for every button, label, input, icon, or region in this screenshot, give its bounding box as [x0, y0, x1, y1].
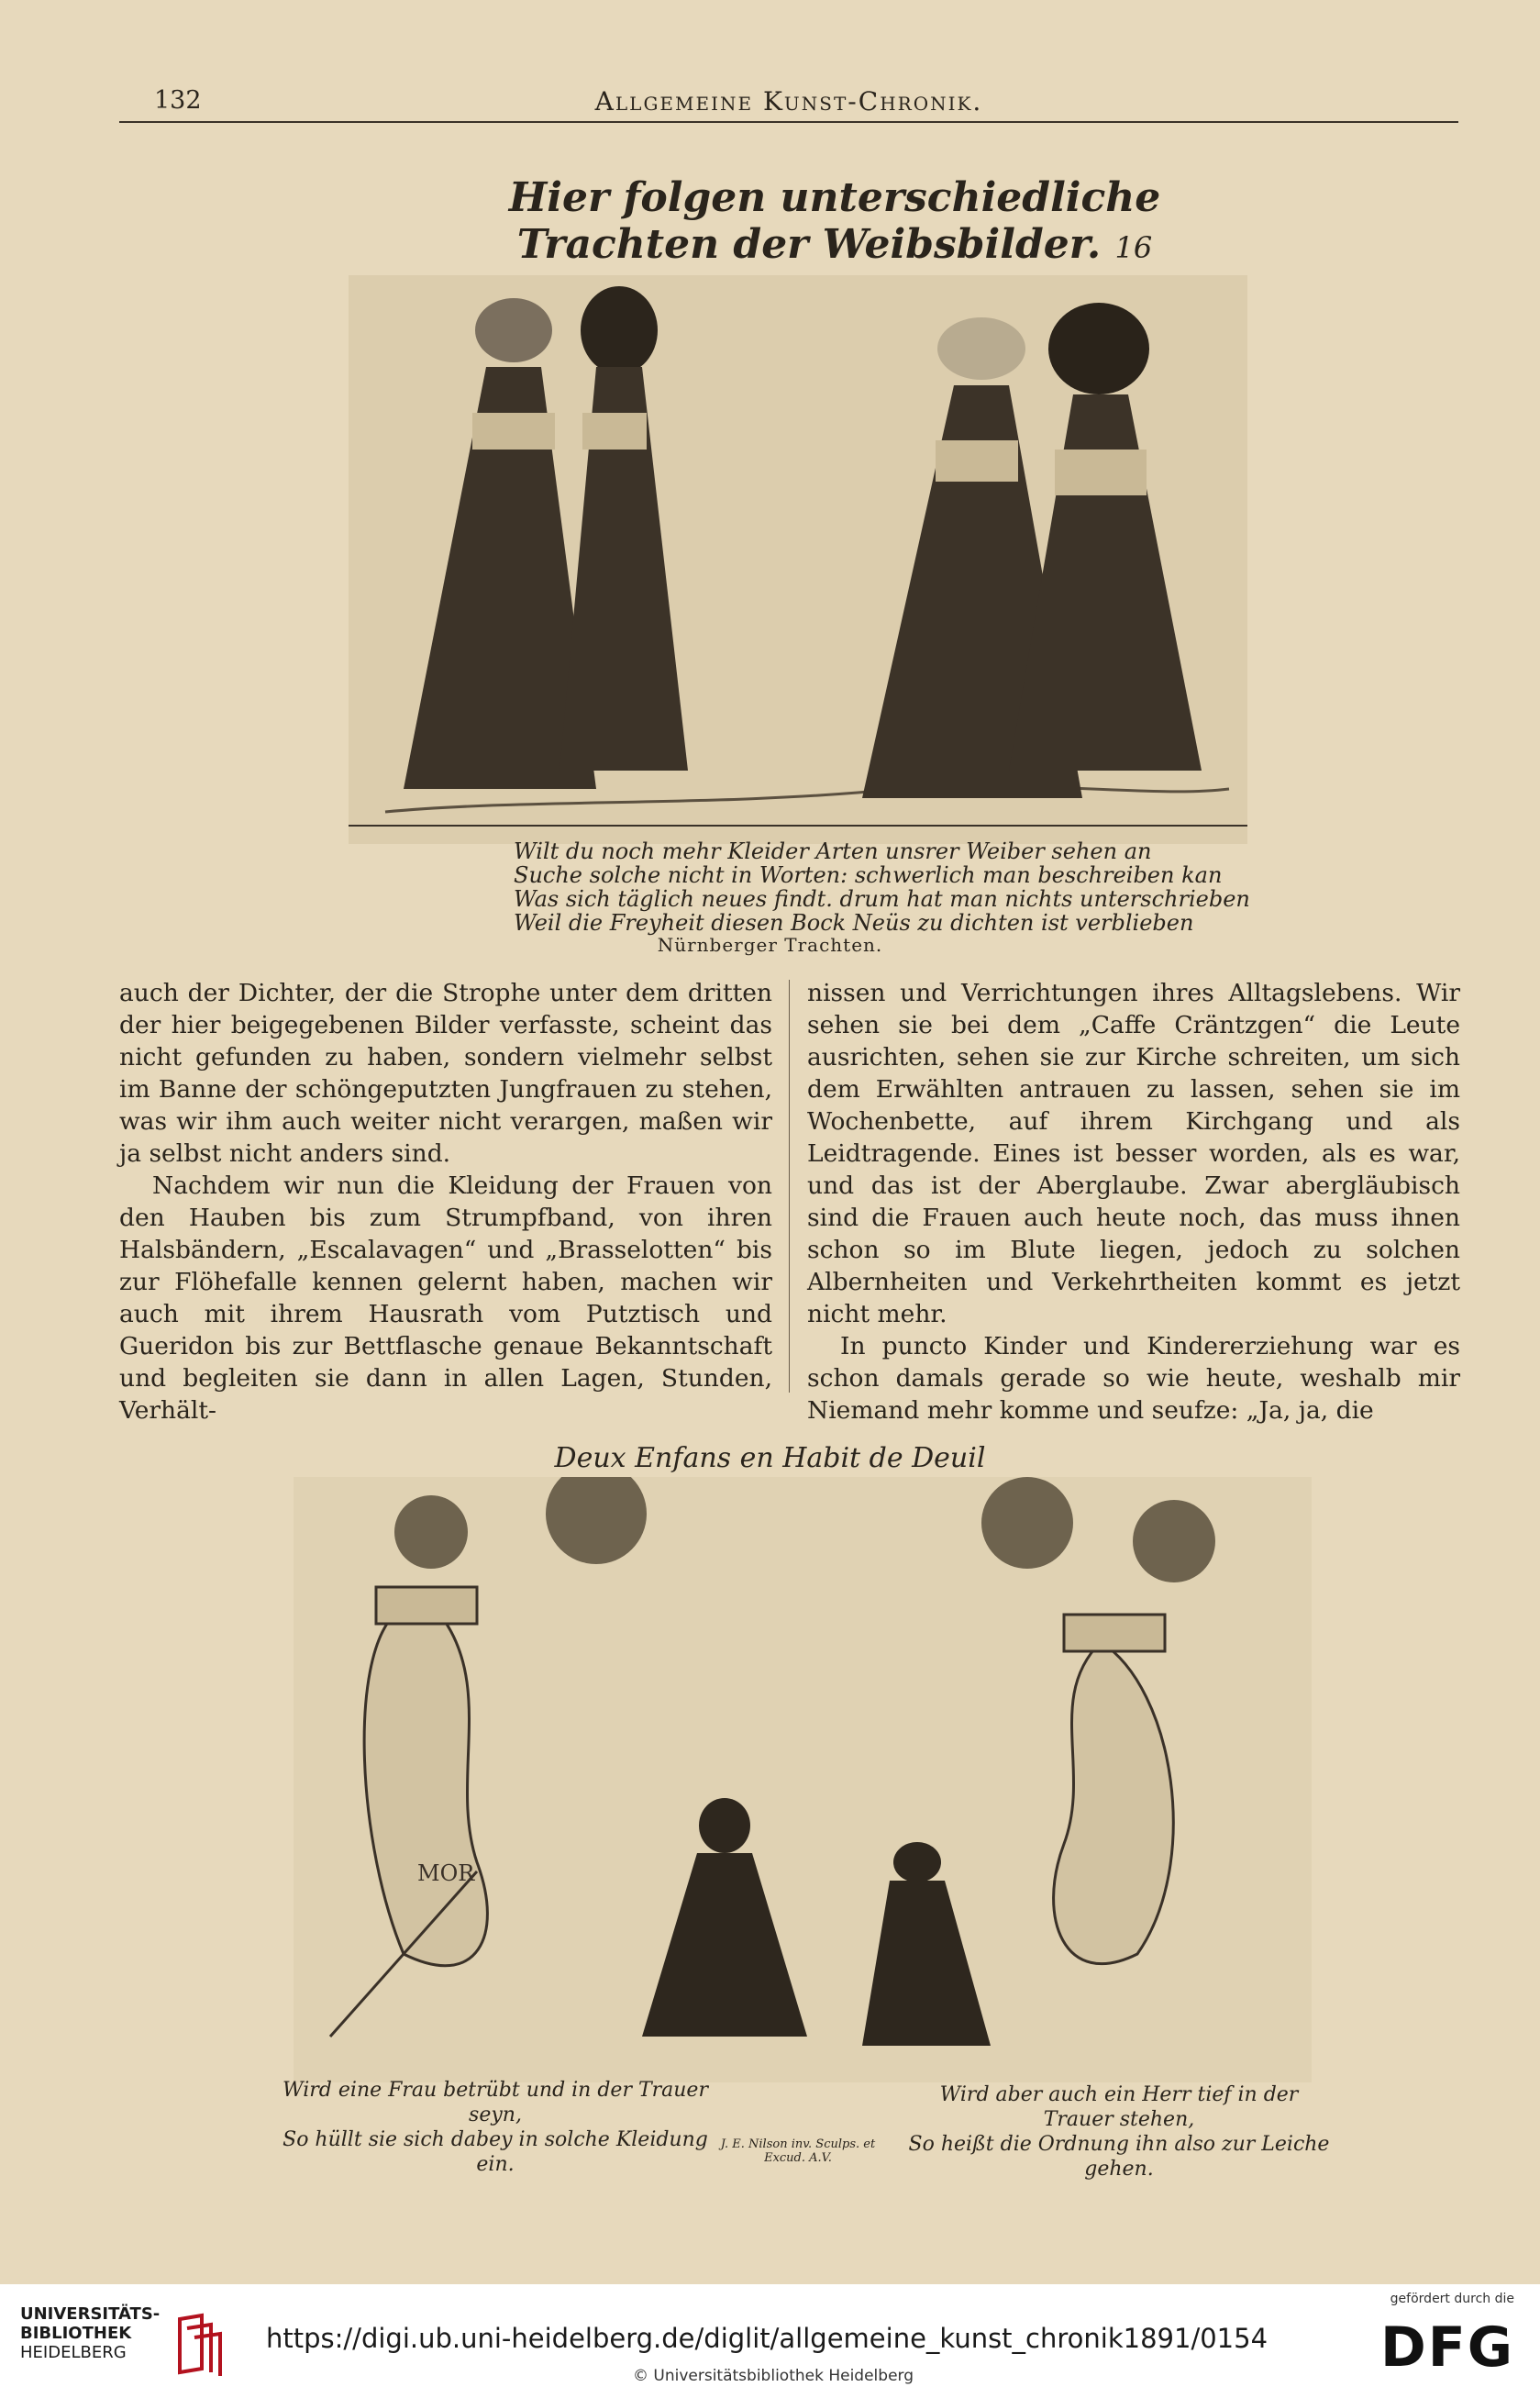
header-rule — [119, 121, 1458, 123]
verse-line: So hüllt sie sich dabey in solche Kleidung ein. — [283, 2128, 708, 2176]
verse-line: Wilt du noch mehr Kleider Arten unsrer Weiber sehen an — [514, 838, 1152, 864]
page-number: 132 — [154, 86, 202, 115]
library-name — [20, 2304, 160, 2362]
library-logo[interactable] — [20, 2304, 259, 2378]
verse-line: Wird eine Frau betrübt und in der Trauer seyn, — [283, 2079, 708, 2126]
figure1-caption: Nürnberger Trachten. — [657, 934, 883, 956]
figure2-left-verse — [275, 2078, 715, 2177]
stone-inscription: MOR — [417, 1860, 475, 1886]
permalink-url[interactable]: https://digi.ub.uni-heidelberg.de/diglit/allgemeine_kunst_chronik1891/0154 — [266, 2323, 1269, 2354]
right-column — [807, 977, 1460, 1427]
figure2-right-verse — [908, 2082, 1330, 2182]
figure2-title: Deux Enfans en Habit de Deuil — [554, 1442, 986, 1474]
figure1-heading-text: Hier folgen unterschiedliche Trachten der Weibsbilder. — [508, 174, 1161, 268]
verse-line: Suche solche nicht in Worten: schwerlich man beschreiben kan — [514, 862, 1223, 888]
costume-engraving — [349, 275, 1247, 844]
paragraph: nissen und Verrichtungen ihres Alltagslebens. Wir sehen sie bei dem „Caffe Cräntzgen“ die Leute ausrichten, sehen sie zur Kirche schreiten, um sich dem Erwählten antrauen zu lassen, sehen sie im Wochenbette, auf ihrem Kirchgang und als Leidtragende. Eines ist besser worden, als es war, und das ist der Aberglaube. Zwar abergläubisch sind die Frauen auch heute noch, das muss ihnen schon so im Blute liegen, jedoch zu solchen Albernheiten und Verkehrtheiten kommt es jetzt nicht mehr. — [807, 979, 1460, 1328]
figure2-engraving — [294, 1477, 1312, 2082]
page-header — [119, 83, 1458, 119]
copyright-notice: © Universitätsbibliothek Heidelberg — [633, 2367, 914, 2385]
funding-label: gefördert durch die — [1390, 2292, 1514, 2306]
library-line: UNIVERSITÄTS- — [20, 2304, 161, 2324]
paragraph: auch der Dichter, der die Strophe unter dem dritten der hier beigegebenen Bilder verfasste, scheint das nicht gefunden zu haben, sondern vielmehr selbst im Banne der schöngeputzten Jungfrauen zu stehen, was wir ihm auch weiter nicht verargen, maßen wir ja selbst nicht anders sind. — [119, 979, 772, 1168]
viewer-footer — [0, 2284, 1540, 2398]
verse-line: So heißt die Ordnung ihn also zur Leiche gehen. — [908, 2133, 1330, 2181]
library-emblem-icon — [174, 2312, 226, 2376]
verse-line: Weil die Freyheit diesen Bock Neüs zu dichten ist verblieben — [514, 910, 1194, 936]
library-line: BIBLIOTHEK — [20, 2324, 132, 2343]
left-column — [119, 977, 772, 1427]
paragraph: Nachdem wir nun die Kleidung der Frauen von den Hauben bis zum Strumpfband, von ihren Halsbändern, „Escalavagen“ und „Brasselotten“ bis zur Flöhefalle kennen gelernt haben, machen wir auch mit ihrem Hausrath vom Putztisch und Gueridon bis zur Bettflasche genaue Bekanntschaft und begleiten sie dann in allen Lagen, Stunden, Verhält- — [119, 1171, 772, 1425]
verse-line: Was sich täglich neues findt. drum hat man nichts unterschrieben — [514, 886, 1250, 912]
library-line: HEIDELBERG — [20, 2343, 127, 2362]
running-title: Allgemeine Kunst-Chronik. — [594, 86, 983, 117]
verse-line: Wird aber auch ein Herr tief in der Trauer stehen, — [939, 2083, 1299, 2131]
figure1-verse — [514, 838, 1250, 936]
engraver-signature: J. E. Nilson inv. Sculps. et Excud. A.V. — [720, 2137, 876, 2165]
mourning-children-engraving — [294, 1477, 1312, 2082]
paragraph: In puncto Kinder und Kindererziehung war es schon damals gerade so wie heute, weshalb mir Niemand mehr komme und seufze: „Ja, ja, die — [807, 1332, 1460, 1425]
figure1-heading-number: 16 — [1114, 230, 1153, 265]
column-divider — [789, 980, 790, 1393]
figure1-engraving — [349, 275, 1247, 844]
dfg-logo[interactable]: DFG — [1379, 2315, 1514, 2380]
figure1-heading — [431, 174, 1238, 268]
